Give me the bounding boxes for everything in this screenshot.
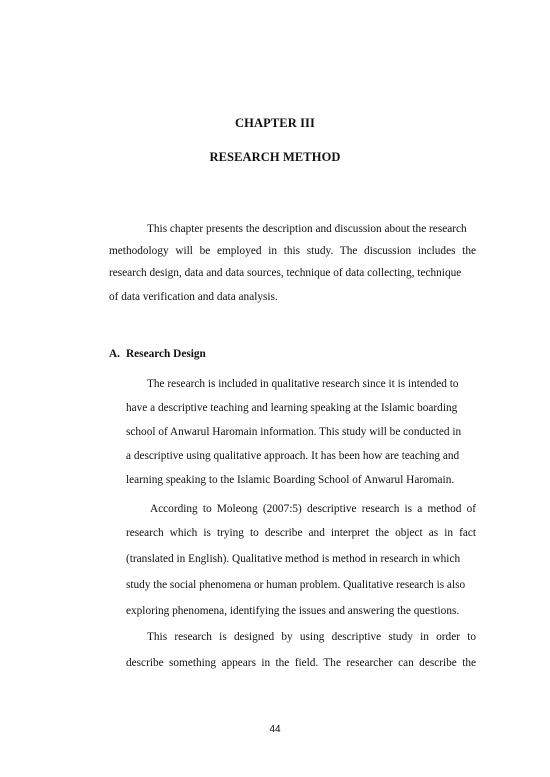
- intro-line-3: research design, data and data sources, technique of data collecting, technique: [109, 267, 462, 279]
- chapter-title: RESEARCH METHOD: [209, 150, 341, 164]
- intro-line-4: of data verification and data analysis.: [109, 291, 278, 303]
- para1-line-4: a descriptive using qualitative approach. It has been how are teaching and: [126, 450, 460, 462]
- para2-line-5: exploring phenomena, identifying the issues and answering the questions.: [126, 605, 460, 617]
- para2-line-1: According to Moleong (2007:5) descriptive research is a method of: [150, 503, 476, 515]
- section-a-title: Research Design: [126, 348, 206, 360]
- intro-line-1: This chapter presents the description and discussion about the research: [147, 223, 467, 235]
- para1-line-5: learning speaking to the Islamic Boarding School of Anwarul Haromain.: [126, 474, 455, 486]
- chapter-label: CHAPTER III: [235, 116, 315, 130]
- para1-line-3: school of Anwarul Haromain information. This study will be conducted in: [126, 426, 462, 438]
- intro-line-2: methodology will be employed in this study. The discussion includes the: [109, 245, 476, 257]
- para1-line-2: have a descriptive teaching and learning speaking at the Islamic boarding: [126, 402, 458, 414]
- para3-line-1: This research is designed by using descriptive study in order to: [147, 631, 476, 643]
- para3-line-2: describe something appears in the field. The researcher can describe the: [126, 657, 476, 669]
- section-a-marker: A.: [109, 348, 120, 360]
- para2-line-3: (translated in English). Qualitative method is method in research in which: [126, 553, 461, 565]
- para2-line-4: study the social phenomena or human problem. Qualitative research is also: [126, 579, 466, 591]
- page-number: 44: [269, 724, 281, 735]
- para1-line-1: The research is included in qualitative research since it is intended to: [147, 378, 459, 390]
- para2-line-2: research which is trying to describe and interpret the object as in fact: [126, 527, 476, 539]
